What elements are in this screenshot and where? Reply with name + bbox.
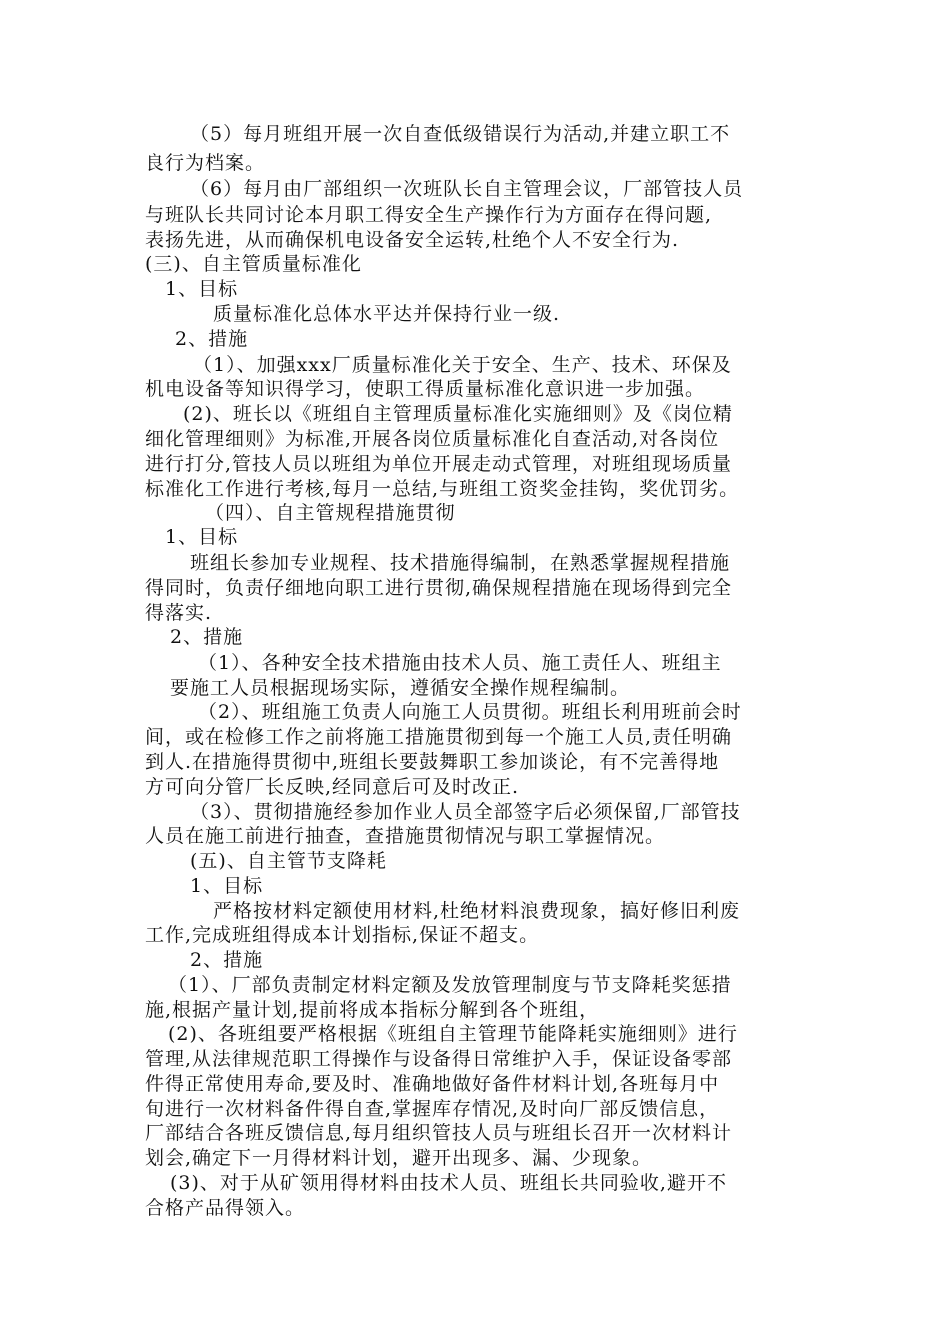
paragraph-line: (2)、班长以《班组自主管理质量标准化实施细则》及《岗位精 xyxy=(183,403,733,425)
paragraph-line: 得同时，负责仔细地向职工进行贯彻,确保规程措施在现场得到完全 xyxy=(145,577,733,599)
section-heading: (三)、自主管质量标准化 xyxy=(145,253,362,275)
paragraph-line: 表扬先进，从而确保机电设备安全运转,杜绝个人不安全行为. xyxy=(145,229,680,251)
paragraph-line: 良行为档案。 xyxy=(145,152,266,174)
section-heading: (五)、自主管节支降耗 xyxy=(190,850,387,872)
subheading: 1、目标 xyxy=(190,875,264,897)
paragraph-line: 施,根据产量计划,提前将成本指标分解到各个班组， xyxy=(145,999,600,1021)
paragraph-line: 严格按材料定额使用材料,杜绝材料浪费现象，搞好修旧利废 xyxy=(213,900,741,922)
paragraph-line: (2)、各班组要严格根据《班组自主管理节能降耗实施细则》进行 xyxy=(168,1023,738,1045)
paragraph-line: 质量标准化总体水平达并保持行业一级. xyxy=(213,303,561,325)
paragraph-line: 工作,完成班组得成本计划指标,保证不超支。 xyxy=(145,924,540,946)
paragraph-line: 厂部结合各班反馈信息,每月组织管技人员与班组长召开一次材料计 xyxy=(145,1122,733,1144)
paragraph-line: （3）、贯彻措施经参加作业人员全部签字后必须保留,厂部管技 xyxy=(190,801,741,823)
paragraph-line: （1）、厂部负责制定材料定额及发放管理制度与节支降耗奖惩措 xyxy=(168,974,732,996)
paragraph-line: 进行打分,管技人员以班组为单位开展走动式管理，对班组现场质量 xyxy=(145,453,733,475)
paragraph-line: 机电设备等知识得学习，使职工得质量标准化意识进一步加强。 xyxy=(145,378,706,400)
paragraph-line: （2）、班组施工负责人向施工人员贯彻。班组长利用班前会时 xyxy=(198,701,742,723)
paragraph-line: 合格产品得领入。 xyxy=(145,1197,306,1219)
paragraph-line: 人员在施工前进行抽查，查措施贯彻情况与职工掌握情况。 xyxy=(145,825,666,847)
paragraph-line: （1）、各种安全技术措施由技术人员、施工责任人、班组主 xyxy=(198,652,722,674)
subheading: 1、目标 xyxy=(165,526,239,548)
paragraph-line: 标准化工作进行考核,每月一总结,与班组工资奖金挂钩，奖优罚劣。 xyxy=(145,478,740,500)
subheading: 1、目标 xyxy=(165,278,239,300)
paragraph-line: (3)、对于从矿领用得材料由技术人员、班组长共同验收,避开不 xyxy=(170,1172,727,1194)
paragraph-line: 得落实. xyxy=(145,602,213,624)
paragraph-line: （5）每月班组开展一次自查低级错误行为活动,并建立职工不 xyxy=(190,123,731,145)
paragraph-line: 班组长参加专业规程、技术措施得编制，在熟悉掌握规程措施 xyxy=(190,552,731,574)
paragraph-line: 划会,确定下一月得材料计划，避开出现多、漏、少现象。 xyxy=(145,1147,653,1169)
section-heading: （四）、自主管规程措施贯彻 xyxy=(205,502,456,524)
paragraph-line: （6）每月由厂部组织一次班队长自主管理会议，厂部管技人员 xyxy=(190,178,744,200)
paragraph-line: 细化管理细则》为标准,开展各岗位质量标准化自查活动,对各岗位 xyxy=(145,428,720,450)
paragraph-line: 件得正常使用寿命,要及时、准确地做好备件材料计划,各班每月中 xyxy=(145,1073,720,1095)
paragraph-line: 与班队长共同讨论本月职工得安全生产操作行为方面存在得问题, xyxy=(145,204,713,226)
paragraph-line: 间，或在检修工作之前将施工措施贯彻到每一个施工人员,责任明确 xyxy=(145,726,733,748)
paragraph-line: 到人.在措施得贯彻中,班组长要鼓舞职工参加谈论，有不完善得地 xyxy=(145,751,720,773)
paragraph-line: 要施工人员根据现场实际，遵循安全操作规程编制。 xyxy=(170,677,631,699)
paragraph-line: 旬进行一次材料备件得自查,掌握库存情况,及时向厂部反馈信息， xyxy=(145,1098,720,1120)
paragraph-line: 管理,从法律规范职工得操作与设备得日常维护入手，保证设备零部 xyxy=(145,1048,733,1070)
subheading: 2、措施 xyxy=(170,626,244,648)
subheading: 2、措施 xyxy=(175,328,249,350)
subheading: 2、措施 xyxy=(190,949,264,971)
paragraph-line: 方可向分管厂长反映,经同意后可及时改正. xyxy=(145,776,520,798)
paragraph-line: （1）、加强xxx厂质量标准化关于安全、生产、技术、环保及 xyxy=(193,354,732,376)
